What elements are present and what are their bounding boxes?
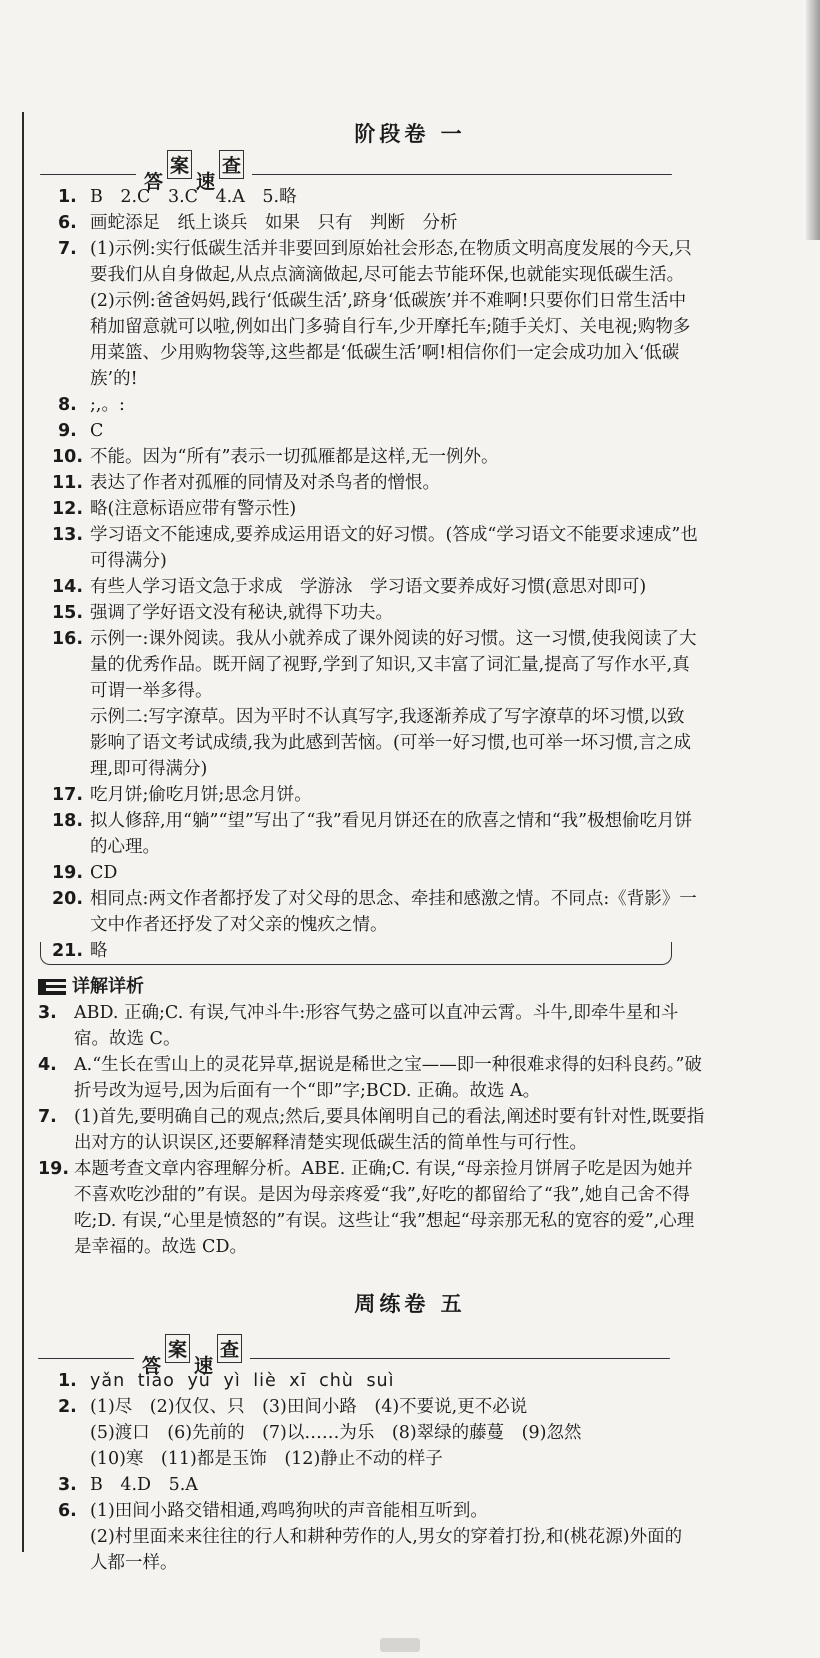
answer-text: 吃月饼;偷吃月饼;思念月饼。 xyxy=(90,785,312,805)
detail-number: 4. xyxy=(38,1055,57,1075)
answer-text: 拟人修辞,用“躺”“望”写出了“我”看见月饼还在的欣喜之情和“我”极想偷吃月饼的心理。 xyxy=(90,811,693,857)
answer-text: 强调了学好语文没有秘诀,就得下功夫。 xyxy=(90,603,394,623)
detail-item xyxy=(38,1052,708,1104)
answer-item xyxy=(52,600,698,626)
answer-item xyxy=(58,1420,698,1446)
answer-item xyxy=(52,574,698,600)
answer-quick-check-header xyxy=(40,150,672,193)
answer-item xyxy=(52,808,698,860)
answer-number: 3. xyxy=(58,1475,77,1495)
list-icon xyxy=(42,979,66,995)
answer-number: 9. xyxy=(58,421,77,441)
detail-item xyxy=(38,1000,708,1052)
answer-number: 11. xyxy=(52,473,84,493)
answer-number: 21. xyxy=(52,941,84,961)
answer-item xyxy=(58,1498,698,1524)
answer-text: 相同点:两文作者都抒发了对父母的思念、牵挂和感激之情。不同点:《背影》一文中作者还抒发了对父亲的愧疚之情。 xyxy=(90,889,697,935)
answer-number: 16. xyxy=(52,629,84,649)
detail-text: (1)首先,要明确自己的观点;然后,要具体阐明自己的看法,阐述时要有针对性,既要指出对方的认识误区,还要解释清楚实现低碳生活的简单性与可行性。 xyxy=(74,1107,705,1153)
header-char-3: 速 xyxy=(196,171,216,193)
answer-text: ;,。: xyxy=(90,395,125,415)
answers-list-1 xyxy=(52,184,698,964)
answer-text: (10)寒 (11)都是玉饰 (12)静止不动的样子 xyxy=(90,1449,443,1469)
answer-item xyxy=(58,1472,698,1498)
answer-item xyxy=(52,522,698,574)
answer-text: 示例一:课外阅读。我从小就养成了课外阅读的好习惯。这一习惯,使我阅读了大量的优秀作品。既开阔了视野,学到了知识,又丰富了词汇量,提高了写作水平,真可谓一举多得。 xyxy=(90,629,697,701)
detail-item xyxy=(38,1156,708,1260)
answer-text: (5)渡口 (6)先前的 (7)以……为乐 (8)翠绿的藤蔓 (9)忽然 xyxy=(90,1423,582,1443)
section-title-weekly-test: 周练卷 五 xyxy=(354,1292,466,1316)
answer-text: 画蛇添足 纸上谈兵 如果 只有 判断 分析 xyxy=(90,213,458,233)
answer-text: B 2.C 3.C 4.A 5.略 xyxy=(90,187,297,207)
answer-text: 有些人学习语文急于求成 学游泳 学习语文要养成好习惯(意思对即可) xyxy=(90,577,647,597)
answer-number: 15. xyxy=(52,603,84,623)
answer-number: 6. xyxy=(58,213,77,233)
answer-text: CD xyxy=(90,863,118,883)
detail-analysis-heading xyxy=(42,972,144,998)
answers-list-2 xyxy=(58,1368,698,1576)
answer-text: 示例二:写字潦草。因为平时不认真写字,我逐渐养成了写字潦草的坏习惯,以致影响了语文考试成绩,我为此感到苦恼。(可举一好习惯,也可举一坏习惯,言之成理,即可得满分) xyxy=(90,707,692,779)
answer-text: (1)尽 (2)仅仅、只 (3)田间小路 (4)不要说,更不必说 xyxy=(90,1397,528,1417)
answer-number: 19. xyxy=(52,863,84,883)
answer-number: 18. xyxy=(52,811,84,831)
section-title-stage-test: 阶段卷 一 xyxy=(354,122,466,146)
header-char-4: 查 xyxy=(217,1334,242,1363)
answer-item xyxy=(58,210,698,236)
answer-item xyxy=(52,860,698,886)
answer-item xyxy=(58,184,698,210)
header-char-2: 案 xyxy=(165,1334,190,1363)
answer-number: 14. xyxy=(52,577,84,597)
detail-text: 本题考查文章内容理解分析。ABE. 正确;C. 有误,“母亲捡月饼屑子吃是因为她并不喜欢吃沙甜的”有误。是因为母亲疼爱“我”,好吃的都留给了“我”,她自己舍不得吃;D. 有误,“心里是愤怒的”有误。这些让“我”想起“母亲那无私的宽容的爱”,心理是幸福的。故选 CD。 xyxy=(74,1159,695,1257)
answer-text: C xyxy=(90,421,104,441)
answer-number: 2. xyxy=(58,1397,77,1417)
answer-item xyxy=(52,782,698,808)
detail-number: 19. xyxy=(38,1159,70,1179)
answer-number: 1. xyxy=(58,1371,77,1391)
header-rule xyxy=(38,1358,670,1359)
answer-number: 8. xyxy=(58,395,77,415)
answer-text: (1)田间小路交错相通,鸡鸣狗吠的声音能相互听到。 xyxy=(90,1501,488,1521)
answer-box-bottom-rule xyxy=(40,942,672,965)
answer-number: 6. xyxy=(58,1501,77,1521)
detail-number: 3. xyxy=(38,1003,57,1023)
detail-text: A.“生长在雪山上的灵花异草,据说是稀世之宝——即一种很难求得的妇科良药。”破折号改为逗号,因为后面有一个“即”字;BCD. 正确。故选 A。 xyxy=(74,1055,702,1101)
answer-item xyxy=(58,392,698,418)
answer-text: 学习语文不能速成,要养成运用语文的好习惯。(答成“学习语文不能要求速成”也可得满分) xyxy=(90,525,698,571)
answer-text: (2)村里面来来往往的行人和耕种劳作的人,男女的穿着打扮,和(桃花源)外面的人都一样。 xyxy=(90,1527,683,1573)
answer-item xyxy=(52,496,698,522)
answer-item xyxy=(58,704,698,782)
answer-item xyxy=(52,470,698,496)
binding-line xyxy=(22,112,24,1552)
answer-number: 7. xyxy=(58,239,77,259)
header-char-4: 查 xyxy=(219,150,244,179)
answer-item xyxy=(58,418,698,444)
answer-item xyxy=(58,1394,698,1420)
answer-item xyxy=(58,1446,698,1472)
header-char-2: 案 xyxy=(167,150,192,179)
header-rule xyxy=(40,174,672,175)
answer-item xyxy=(52,444,698,470)
header-char-1: 答 xyxy=(144,171,164,193)
answer-item xyxy=(58,236,698,288)
detail-item xyxy=(38,1104,708,1156)
header-char-3: 速 xyxy=(194,1355,214,1377)
answer-text: 表达了作者对孤雁的同情及对杀鸟者的憎恨。 xyxy=(90,473,440,493)
page-number-smudge xyxy=(380,1638,420,1652)
header-label xyxy=(136,155,252,193)
answer-text: 不能。因为“所有”表示一切孤雁都是这样,无一例外。 xyxy=(90,447,499,467)
answer-number: 20. xyxy=(52,889,84,909)
answer-item xyxy=(52,886,698,938)
header-label xyxy=(134,1339,250,1377)
answer-number: 13. xyxy=(52,525,84,545)
answer-text: 略(注意标语应带有警示性) xyxy=(90,499,297,519)
answer-text: yǎn tiáo yù yì liè xī chù suì xyxy=(90,1371,395,1391)
answer-text: B 4.D 5.A xyxy=(90,1475,198,1495)
answer-number: 12. xyxy=(52,499,84,519)
answer-number: 10. xyxy=(52,447,84,467)
detail-number: 7. xyxy=(38,1107,57,1127)
answer-number: 1. xyxy=(58,187,77,207)
answer-text: 略 xyxy=(90,941,108,961)
detail-text: ABD. 正确;C. 有误,气冲斗牛:形容气势之盛可以直冲云霄。斗牛,即牵牛星和斗宿。故选 C。 xyxy=(74,1003,679,1049)
answer-item xyxy=(52,626,698,704)
answer-text: (2)示例:爸爸妈妈,践行‘低碳生活’,跻身‘低碳族’并不难啊!只要你们日常生活中稍加留意就可以啦,例如出门多骑自行车,少开摩托车;随手关灯、关电视;购物多用菜篮、少用购物袋等,这些都是‘低碳生活’啊!相信你们一定会成功加入‘低碳族’的! xyxy=(90,291,691,389)
answer-number: 17. xyxy=(52,785,84,805)
answer-item xyxy=(58,1368,698,1394)
answer-text: (1)示例:实行低碳生活并非要回到原始社会形态,在物质文明高度发展的今天,只要我们从自身做起,从点点滴滴做起,尽可能去节能环保,也就能实现低碳生活。 xyxy=(90,239,692,285)
answer-quick-check-header-2 xyxy=(38,1334,670,1377)
detail-analysis-list xyxy=(38,1000,708,1260)
answer-item xyxy=(58,1524,698,1576)
detail-analysis-title: 详解详析 xyxy=(72,976,144,997)
header-char-1: 答 xyxy=(142,1355,162,1377)
answer-item xyxy=(58,288,698,392)
